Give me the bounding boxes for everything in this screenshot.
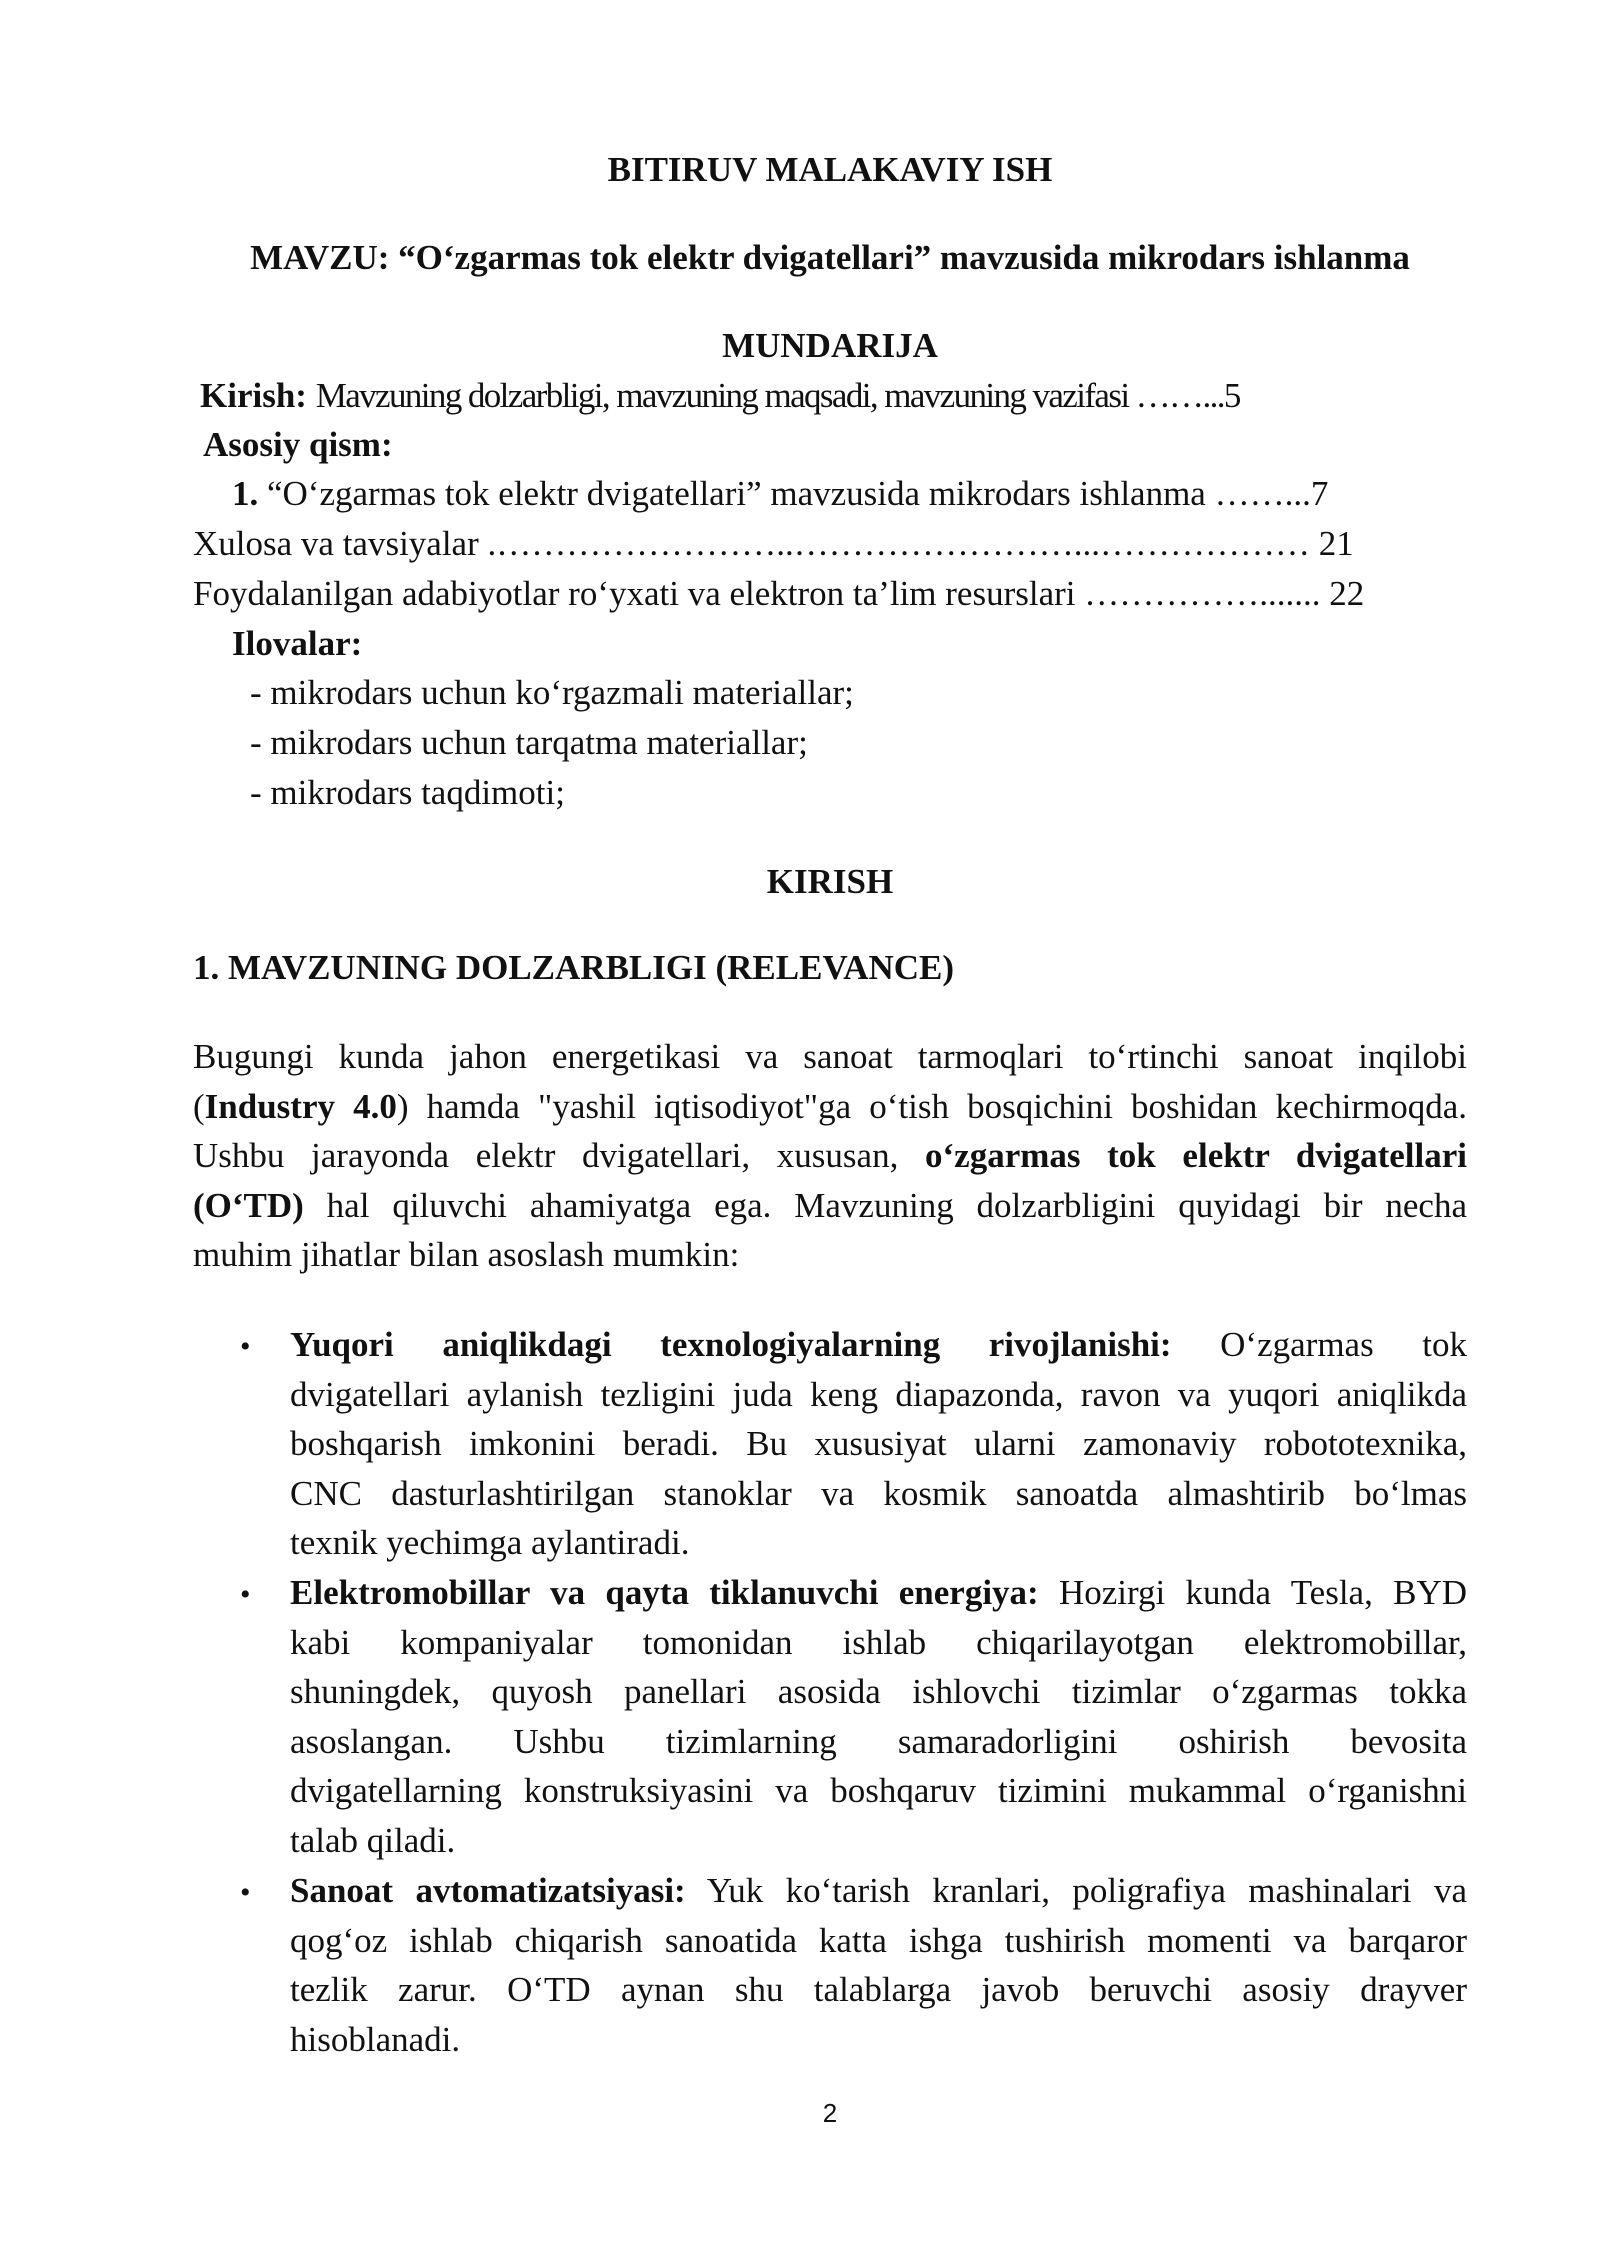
bullet-item: Sanoat avtomatizatsiyasi: Yuk ko‘tarish kranlari, poligrafiya mashinalari va qog‘oz ishlab chiqarish sanoatida katta ishga tushirish momenti va barqaror tezlik zarur. O‘TD aynan shu talablarga javob beruvchi asosiy drayver hisoblanadi. bbox=[290, 1871, 1467, 2059]
toc-intro-label: Kirish: bbox=[200, 376, 307, 415]
bullet-icon: • bbox=[240, 1330, 251, 1363]
toc-main-label: Asosiy qism: bbox=[203, 425, 393, 464]
toc-appendix-item: - mikrodars taqdimoti; bbox=[250, 773, 565, 812]
subject-line: MAVZU: “O‘zgarmas tok elektr dvigatellari” mavzusida mikrodars ishlanma bbox=[250, 238, 1410, 277]
toc-item-1-text: “O‘zgarmas tok elektr dvigatellari” mavzusida mikrodars ishlanma ……...7 bbox=[267, 474, 1329, 513]
section-heading: 1. MAVZUNING DOLZARBLIGI (RELEVANCE) bbox=[193, 948, 955, 987]
intro-heading: KIRISH bbox=[766, 862, 894, 901]
bullet-title: Sanoat avtomatizatsiyasi: bbox=[290, 1871, 686, 1910]
bullet-icon: • bbox=[240, 1876, 251, 1909]
paragraph-line: Bugungi kunda jahon energetikasi va sanoat tarmoqlari to‘rtinchi sanoat inqilobi bbox=[193, 1037, 1467, 1076]
dc-motors-term: o‘zgarmas tok elektr dvigatellari bbox=[925, 1136, 1467, 1176]
bullet-title: Elektromobillar va qayta tiklanuvchi energiya: bbox=[290, 1573, 1039, 1612]
bullet-title: Yuqori aniqlikdagi texnologiyalarning rivojlanishi: bbox=[290, 1325, 1172, 1364]
bullet-item: Yuqori aniqlikdagi texnologiyalarning rivojlanishi: O‘zgarmas tok dvigatellari aylanish tezligini juda keng diapazonda, ravon va yuqori aniqlikda boshqarish imkonini beradi. Bu xususiyat ularni zamonaviy robototexnika, CNC dasturlashtirilgan stanoklar va kosmik sanoatda almashtirib bo‘lmas texnik yechimga aylantiradi. bbox=[290, 1325, 1467, 1563]
paragraph-line: muhim jihatlar bilan asoslash mumkin: bbox=[193, 1235, 740, 1275]
otd-abbreviation: (O‘TD) bbox=[193, 1185, 304, 1225]
toc-intro bbox=[200, 376, 1240, 416]
toc-heading: MUNDARIJA bbox=[722, 326, 938, 365]
toc-references: Foydalanilgan adabiyotlar ro‘yxati va elektron ta’lim resurslari ……………....... 22 bbox=[193, 574, 1365, 613]
paragraph-line: Ushbu jarayonda elektr dvigatellari, xususan, o‘zgarmas tok elektr dvigatellari bbox=[193, 1136, 1467, 1176]
document-title: BITIRUV MALAKAVIY ISH bbox=[607, 150, 1053, 189]
toc-conclusion: Xulosa va tavsiyalar .……………………..……………………...……………… 21 bbox=[193, 524, 1354, 563]
toc-item-1 bbox=[232, 474, 1328, 514]
bullet-item: Elektromobillar va qayta tiklanuvchi energiya: Hozirgi kunda Tesla, BYD kabi kompaniyalar tomonidan ishlab chiqarilayotgan elektromobillar, shuningdek, quyosh panellari asosida ishlovchi tizimlar o‘zgarmas tokka asoslangan. Ushbu tizimlarning samaradorligini oshirish bevosita dvigatellarning konstruksiyasini va boshqaruv tizimini mukammal o‘rganishni talab qiladi. bbox=[290, 1573, 1467, 1860]
toc-intro-text: Mavzuning dolzarbligi, mavzuning maqsadi, mavzuning vazifasi ……...5 bbox=[315, 376, 1240, 415]
toc-appendix-item: - mikrodars uchun ko‘rgazmali materiallar; bbox=[250, 673, 854, 712]
paragraph-line: (Industry 4.0) hamda "yashil iqtisodiyot"ga o‘tish bosqichini boshidan kechirmoqda. bbox=[193, 1086, 1467, 1126]
toc-appendix-item: - mikrodars uchun tarqatma materiallar; bbox=[250, 723, 808, 762]
industry-term: Industry 4.0 bbox=[204, 1086, 397, 1126]
paragraph-line: (O‘TD) hal qiluvchi ahamiyatga ega. Mavzuning dolzarbligini quyidagi bir necha bbox=[193, 1185, 1467, 1225]
page-number: 2 bbox=[822, 2098, 838, 2128]
toc-appendix-label: Ilovalar: bbox=[232, 624, 363, 663]
intro-paragraph bbox=[193, 1032, 1467, 1280]
toc-item-1-number: 1. bbox=[232, 474, 259, 513]
bullet-icon: • bbox=[240, 1578, 251, 1611]
